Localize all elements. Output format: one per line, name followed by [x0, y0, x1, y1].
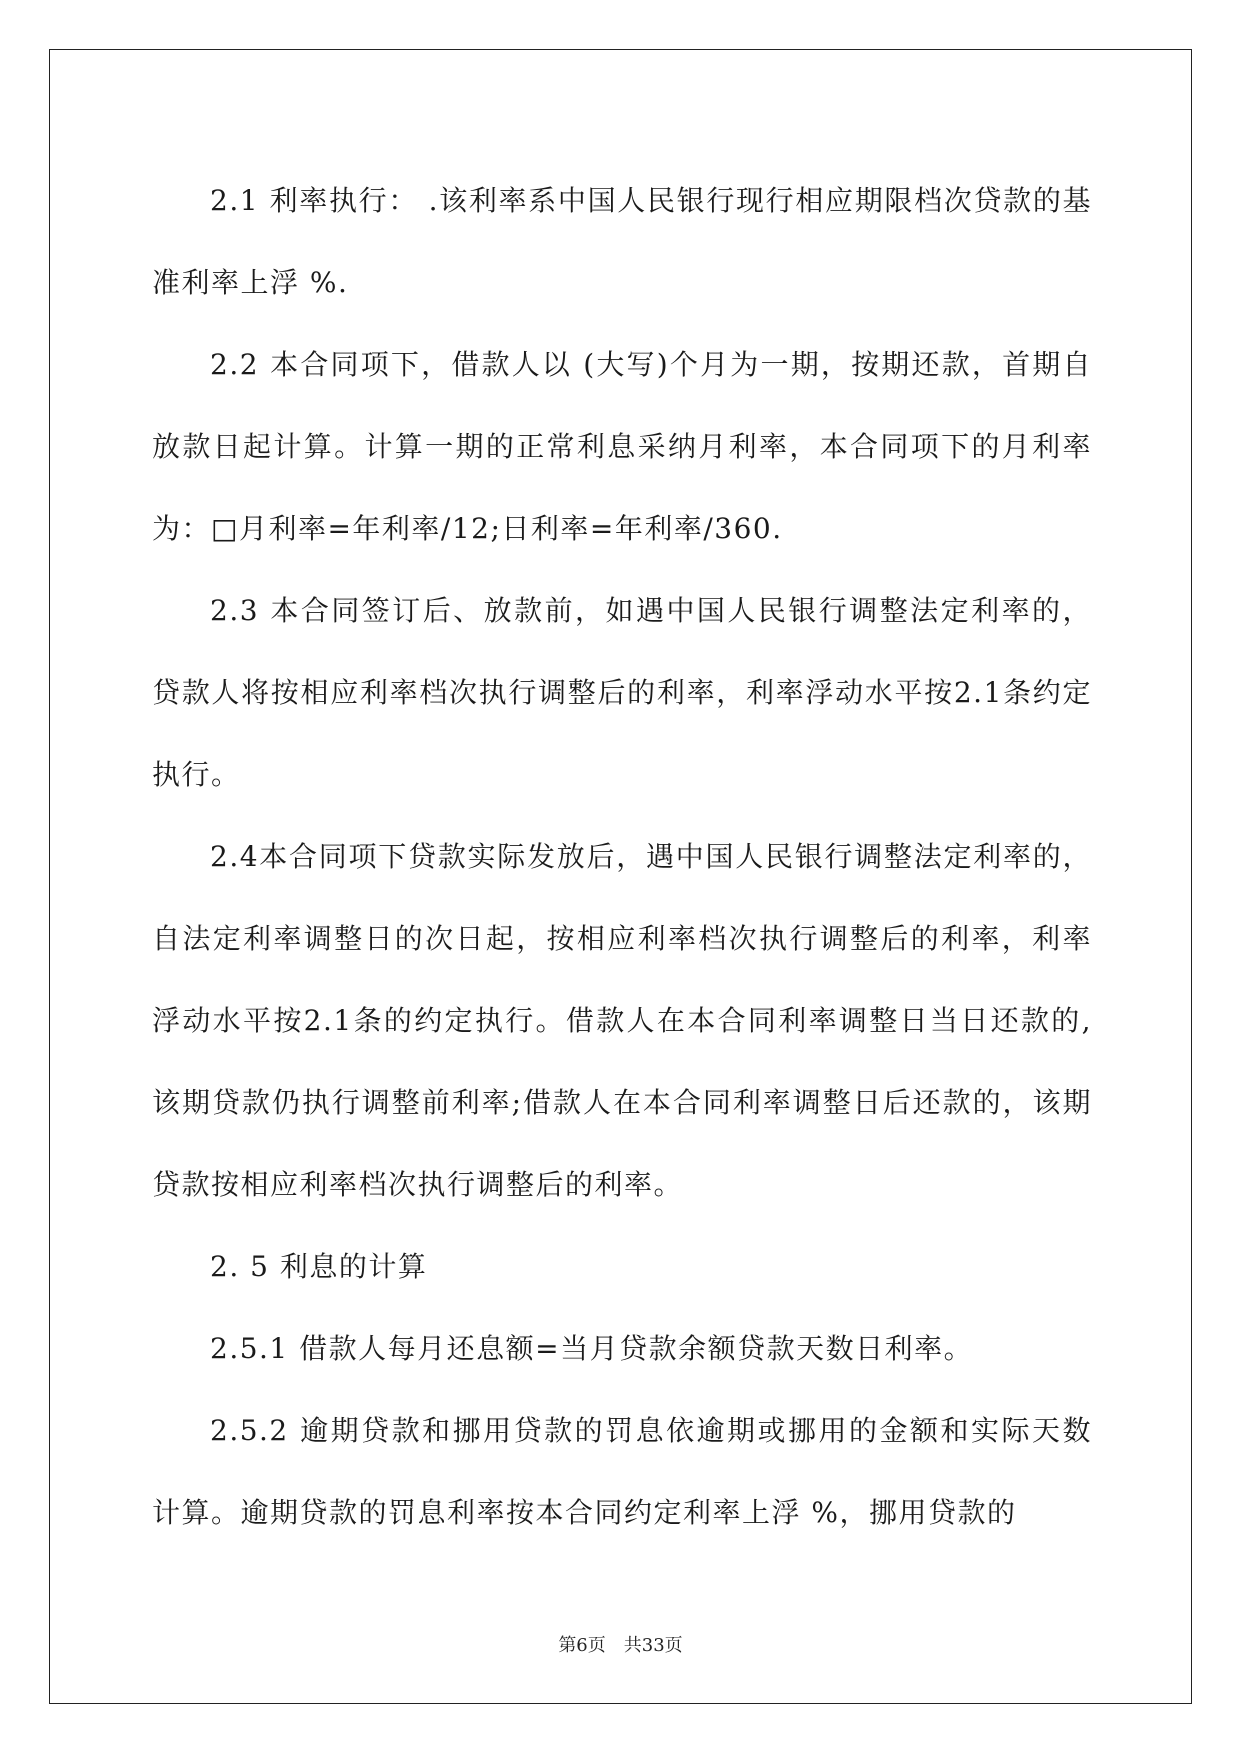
document-body	[152, 160, 1092, 1554]
paragraph-2-5-heading: 2. 5 利息的计算	[210, 1250, 428, 1283]
paragraph-2-4: 2.4本合同项下贷款实际发放后，遇中国人民银行调整法定利率的，自法定利率调整日的次日起，按相应利率档次执行调整后的利率，利率浮动水平按2.1条的约定执行。借款人在本合同利率调整日当日还款的,该期贷款仍执行调整前利率;借款人在本合同利率调整日后还款的，该期贷款按相应利率档次执行调整后的利率。	[152, 840, 1092, 1201]
paragraph-2-3: 2.3 本合同签订后、放款前，如遇中国人民银行调整法定利率的，贷款人将按相应利率档次执行调整后的利率，利率浮动水平按2.1条约定执行。	[152, 594, 1092, 791]
paragraph-2-5-1: 2.5.1 借款人每月还息额=当月贷款余额贷款天数日利率。	[210, 1332, 974, 1365]
paragraph-2-1: 2.1 利率执行： .该利率系中国人民银行现行相应期限档次贷款的基准利率上浮 %.	[152, 184, 1092, 299]
paragraph-2-5-2: 2.5.2 逾期贷款和挪用贷款的罚息依逾期或挪用的金额和实际天数计算。逾期贷款的罚息利率按本合同约定利率上浮 %，挪用贷款的	[152, 1414, 1092, 1529]
page-number-footer: 第6页 共33页	[558, 1635, 683, 1656]
paragraph-2-2: 2.2 本合同项下，借款人以 (大写)个月为一期，按期还款，首期自放款日起计算。计算一期的正常利息采纳月利率，本合同项下的月利率为：□月利率=年利率/12;日利率=年利率/360.	[152, 348, 1092, 545]
